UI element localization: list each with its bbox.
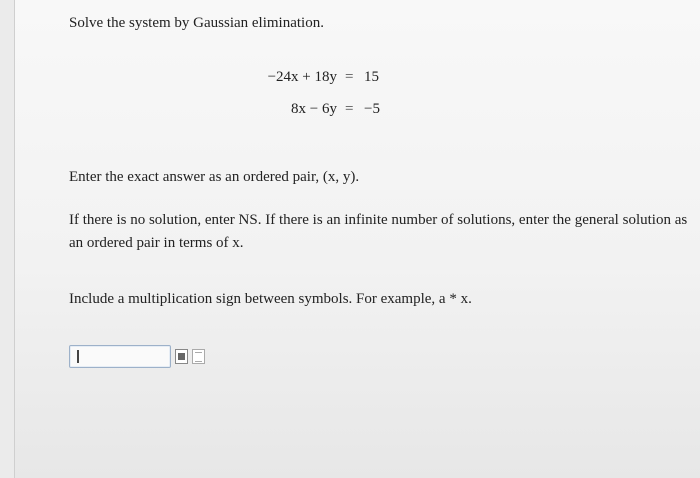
instruction-ordered-pair: Enter the exact answer as an ordered pair, (x, y). (69, 169, 360, 185)
question-sheet (14, 0, 700, 478)
equation-1-rhs: 15 (364, 69, 379, 85)
help-document-icon[interactable] (192, 349, 205, 364)
text-cursor (77, 350, 79, 363)
question-prompt: Solve the system by Gaussian elimination. (69, 15, 324, 31)
equation-1-equals: = (345, 69, 354, 85)
equation-2-rhs: −5 (364, 101, 380, 117)
answer-input[interactable] (69, 345, 171, 368)
instruction-no-solution: If there is no solution, enter NS. If there is an infinite number of solutions, enter the general solution as an ordered pair in terms of x. (69, 212, 688, 251)
equation-2-lhs: 8x − 6y (291, 101, 337, 117)
equation-2-equals: = (345, 101, 354, 117)
equation-1-lhs: −24x + 18y (267, 69, 337, 85)
equation-row-2 (15, 101, 380, 121)
instruction-multiplication: Include a multiplication sign between symbols. For example, a * x. (69, 291, 472, 307)
equation-editor-icon[interactable] (175, 349, 188, 364)
equation-row-1 (15, 69, 379, 89)
